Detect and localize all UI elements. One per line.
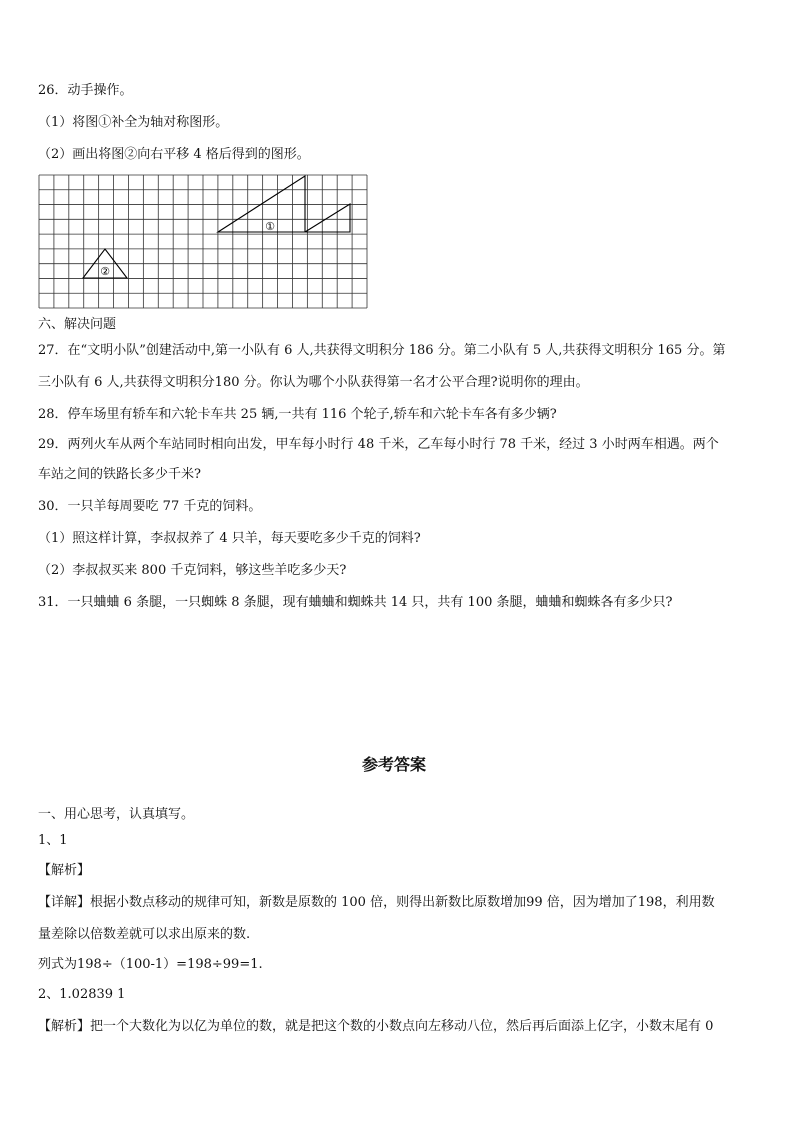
answer-1-detail-line1: 【详解】根据小数点移动的规律可知，新数是原数的 100 倍，则得出新数比原数增加99 倍，因为增加了198，利用数 xyxy=(38,895,715,910)
q26-part2: （2）画出将图②向右平移 4 格后得到的图形。 xyxy=(38,147,310,162)
figure-1-small-shape xyxy=(305,204,350,232)
q26-title: 26．动手操作。 xyxy=(38,83,133,98)
answer-1: 1、1 xyxy=(38,833,68,848)
question-28: 28．停车场里有轿车和六轮卡车共 25 辆,一共有 116 个轮子,轿车和六轮卡车各有多少辆? xyxy=(38,407,557,422)
figure-1-label: ① xyxy=(265,220,275,233)
q30-title: 30．一只羊每周要吃 77 千克的饲料。 xyxy=(38,499,262,514)
figure-1-shape xyxy=(218,176,305,232)
q30-part1: （1）照这样计算，李叔叔养了 4 只羊，每天要吃多少千克的饲料? xyxy=(38,531,421,546)
question-31: 31．一只蛐蛐 6 条腿，一只蜘蛛 8 条腿，现有蛐蛐和蜘蛛共 14 只，共有 100 条腿，蛐蛐和蜘蛛各有多少只? xyxy=(38,595,673,610)
grid-lines xyxy=(39,175,367,308)
q26-part1: （1）将图①补全为轴对称图形。 xyxy=(38,115,229,130)
q29-line2: 车站之间的铁路长多少千米? xyxy=(38,467,201,482)
answers-section-1: 一、用心思考，认真填写。 xyxy=(38,807,195,822)
q29-line1: 29．两列火车从两个车站同时相向出发，甲车每小时行 48 千米，乙车每小时行 78 千米，经过 3 小时两车相遇。两个 xyxy=(38,437,719,452)
q27-line2: 三小队有 6 人,共获得文明积分180 分。你认为哪个小队获得第一名才公平合理?说明你的理由。 xyxy=(38,375,589,390)
answer-1-analysis-tag: 【解析】 xyxy=(38,863,91,878)
answer-1-formula: 列式为198÷（100-1）=198÷99=1. xyxy=(38,957,263,972)
answer-1-detail-line2: 量差除以倍数差就可以求出原来的数. xyxy=(38,927,251,942)
figure-2-label: ② xyxy=(100,265,110,278)
q27-line1: 27．在“文明小队”创建活动中,第一小队有 6 人,共获得文明积分 186 分。第二小队有 5 人,共获得文明积分 165 分。第 xyxy=(38,343,726,358)
answers-heading: 参考答案 xyxy=(362,755,427,774)
section-6-heading: 六、解决问题 xyxy=(38,317,117,332)
q30-part2: （2）李叔叔买来 800 千克饲料，够这些羊吃多少天? xyxy=(38,563,347,578)
grid-figure xyxy=(38,174,368,309)
answer-2: 2、1.02839 1 xyxy=(38,987,126,1002)
answer-2-analysis: 【解析】把一个大数化为以亿为单位的数，就是把这个数的小数点向左移动八位，然后再后面添上亿字，小数末尾有 0 xyxy=(38,1019,714,1034)
